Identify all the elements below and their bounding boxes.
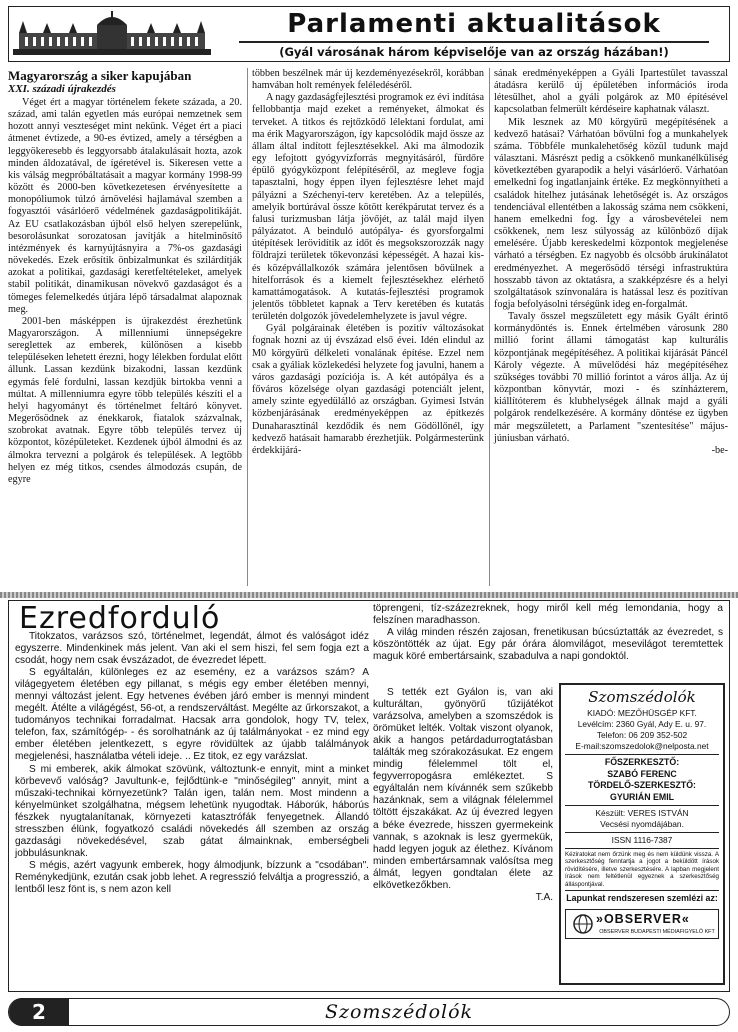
layout-editor-label: TÖRDELŐ-SZERKESZTŐ: [587, 780, 696, 790]
millennium-article [8, 600, 730, 992]
editor-name: SZABÓ FERENC [607, 768, 677, 779]
phone-number: Telefon: 06 209 352-502 [596, 730, 688, 740]
layout-editor-name: GYURIÁN EMIL [609, 791, 675, 802]
article-paragraph: töprengeni, tíz-százezreknek, hogy miről kell még lemondania, hogy a felszínen maradhasson. [373, 603, 723, 627]
section-divider [0, 592, 738, 598]
email-address: E-mail:szomszedolok@nelposta.net [575, 741, 709, 751]
newspaper-name: Szomszédolók [588, 688, 696, 706]
article-paragraph: S mi emberek, akik álmokat szövünk, változtunk-e ennyit, mint a minket körbevevő valóság? Javultunk-e, fejlődtünk-e "minőségileg" annyit, mint a műszaki-technikai környezetünk? Talán igen, talán nem. Most mindenn a kényelmünket szolgálhatna, mégsem lehetünk nyugodtak. Háborúk, háborús fészkek nyugtalanítanak, környezeti katasztrófák fenyegetnek. Állandó stresszben élünk, fogyatkozó családi növekedés áll szemben az ország gazdasági növekedésével, szab gátat álmainknak, emberségbeli jobbulásunknak. [15, 763, 369, 859]
editor-label: FŐSZERKESZTŐ: [604, 757, 680, 767]
article-column-left [15, 631, 369, 896]
article-column-right-top [373, 603, 723, 663]
article-signature: -be- [711, 444, 728, 456]
article-paragraph: S mégis, azért vagyunk emberek, hogy álmodjunk, bízzunk a "csodában". Reménykedjünk, ezután csak jobb lehet. A regresszió felváltja a progresszió, a lentből lesz fönt is, s nem azon kell [15, 859, 369, 895]
observer-subtitle: OBSERVER BUDAPESTI MÉDIAFIGYELŐ KFT [599, 928, 715, 935]
page-footer [8, 998, 730, 1026]
article-column-2 [252, 68, 484, 457]
imprint-divider [565, 805, 719, 806]
parliament-article [8, 68, 730, 588]
section-title: Parlamenti aktualitások [287, 9, 661, 39]
article-paragraph: S egyáltalán, különleges ez az esemény, ez a varázsos szám? A világegyetem életében egy pillanat, s mégis egy ember életében mennyi, mennyi változást jelent. Egy hetvenes évében járó ember is mennyi mindent megélt. Átélte a világégést, 56-ot, a rendszerváltást. Megélte az űrkorszakot, a tudományos technikai forradalmat. Hacsak arra gondolok, hogy TV, telex, telefon, fax, számítógép- - és sorolhatnánk az új találmányokat - ez mind egy ember életében jelentkezett, s egyre rövidültek az újabb találmányok megjelenési, használatba vételi ideje. .. Ez titok, ez egy varázslat. [15, 667, 369, 763]
printer-location: Vecsési nyomdájában. [600, 819, 684, 829]
masthead-banner [8, 6, 730, 62]
article-signature: T.A. [535, 891, 553, 903]
article-paragraph: A nagy gazdaságfejlesztési programok ez évi indítása fellobbantja majd ezeket a reményeket, álmokat és terveket. A titkos és rejtőzködő lélektani fordulat, ami ma érik Magyarországon, így kapcsolódik majd össze az állam által indított fejlesztésekkel. Aki ma álmodozik egy lefojtott gyógyvízforrás megnyitásáról, fürdőre épülő gyógyközpont felépítéséről, az megleve fogja tapasztalni, hogy éppen ilyen fejlesztésre lehet majd pályázni a Széchenyi-terv keretében. Az a település, amelyik bortúrával össze kötött kerékpárutat tervez és a falusi turizmusban látja jövőjét, az talál majd ilyen pályázatot. A beinduló autópálya- és gyorsforgalmi útépítések lerövidítik az időt és megsokszorozzák nagy földrajzi területek tőkevonzási képességét. A hazai kis- és középvállalkozók számára jelentősen bővülnek a hitelforrások és a kiemelt fejlesztésekhez elérhető kamattámogatások. A kutatás-fejlesztési programok jelentős többletet kapnak a Terv keretében és kutatás területén dolgozók jövedelemhelyzete is javul végre. [252, 92, 484, 323]
article-paragraph: Mik lesznek az M0 körgyűrű megépítésének a kedvező hatásai? Várhatóan bővülni fog a munkahelyek száma. Többféle munkalehetőség közül tudunk majd választani. Másrészt pedig a csökkenő munkanélküliség következtében gyarapodik a helyi vásárlóerő. Várhatóan emelkedni fog ingatlanjaink értéke. Ez megkönnyítheti a családok hitelhez jutásának lehetőségét is. Az országos tendenciával ellentétben a lakosság száma nem csökkeni, hanem emelkedni fog. Így a városbevételei nem csökkenek, nem lesz súlyosság az különböző díjak emelésére. Újabb kereskedelmi központok megjelenése várható a térségben. Ez nagyobb és olcsóbb árukínálatot eredményezhet. A megerősödő térségi infrastruktúra hosszabb távon az oktatásra, a szakképzésre és a helyi szolgáltatások színvonalára is hatással lesz és pozitívan fogja befolyásolni térségünk ideg en-forgalmát. [494, 116, 728, 310]
article-headline: Magyarország a siker kapujában [8, 68, 192, 83]
article-paragraph: Titokzatos, varázsos szó, történelmet, legendát, álmot és valóságot idéz egyszerre. Mindenkinek más jelent. Van aki el sem hiszi, fel sem fogja ezt a csodát, hogy nem csak évszázadot, de évezredet lépett. [15, 631, 369, 667]
article-column-right-narrow [373, 687, 553, 904]
article-paragraph: Tavaly ősszel megszületett egy másik Gyált érintő kormánydöntés is. Ennek értelmében városunk 280 millió forint állami támogatást kap kulturális központjának megépítéséhez. A politikai kijárását Páncél Károly végezte. A művelődési ház megépítéséhez szükséges további 70 millió forintot a város állja. Az új központban könyvtár, mozi - és színházterem, kiállítóterem és klubhelységek állnak majd a gyáli polgárok rendelkezésére. A kormány döntése ez ügyben már megszületett, a Parlament "szentesítése" május-júniusban várható. [494, 311, 728, 444]
article-paragraph: Véget ért a magyar történelem fekete százada, a 20. század, ami talán egyetlen más európai nemzetnek sem hozott annyi veszteséget mint nekünk. Véget ért a piaci átmenet évtizede, a 90-es évtized, amely a térségben a leggyökeresebb és leggyorsabb átalakulásait hozta, azok minden áldozatával, de ígéretével is. Sikeresen vette a kis válság megpróbáltatásait a magyar kormány 1998-99 között és 2000-ben következetesen érvényesítette a monopóliumok túlzó árnövelési hajlamával szemben a fogyasztói vásárlóerő védelmének gazdaságpolitikáját. Az EU csatlakozásban újból első helyen szerepelünk, besorolásunkat sorozatosan javítják a hitelminősítő intézmények és karnyújtásnyira a 7%-os gazdasági növekedés. Ezek erősítik önbizalmunkat és szilárdítják azokat a politikai, gazdasági keretfeltételeket, amelyek stabil politikát, dinamikusan növekvő gazdaságot és a tömeges felemelkedés útjára lépő társadalmat alapoznak meg. [8, 97, 242, 315]
article-paragraph: S tették ezt Gyálon is, van aki kulturáltan, gyönyörű tűzijátékot varázsolva, amelyben a szomszédok is örömüket lelték. Voltak viszont olyanok, akik a hangos petárdadurrogtatásban találták meg szórakozásukat. Ez engem mindig félelemmel tölt el, fegyverropogásra emlékeztet. S egyáltalán nem kívánnék sem szűkebb hazánknak, sem a világnak félelemmel töltött éjszakákat. Az új évezred legyen a béke évezrede, hisszen gyermekeink vannak, s azoknak is lesz gyermekük, hadd legyen joguk az élethez. Kívánom minden embertársamnak valósítsa meg álmát, legyen gondtalan élete az elkövetkezőkben. [373, 687, 553, 891]
publisher: KIADÓ: MEZŐHÜSGÉP KFT. [587, 708, 697, 718]
postal-address: Levélcím: 2360 Gyál, Ady E. u. 97. [577, 719, 707, 729]
article-column-1 [8, 68, 242, 486]
section-subtitle: (Gyál városának három képviselője van az ország házában!) [279, 45, 669, 59]
article-column-3 [494, 68, 728, 457]
article-paragraph: sának eredményeképpen a Gyáli Ipartestület tavasszal átadásra kerülő új épületében információs iroda létesülhet, ahol a gyáli polgárok az M0 építésével kapcsolatban felmerült kérdéseire kaphatnak választ. [494, 68, 728, 116]
title-underline [239, 41, 709, 43]
media-monitor-note: Lapunkat rendszeresen szemlézi az: [566, 893, 718, 904]
article-paragraph: A világ minden részén zajosan, frenetikusan búcsúztatták az évezredet, s köszöntötték az újat. Egy pár órára álomvilágot, mesevilágot teremtettek maguk köré embertársaink, szabadulva a napi gondoktól. [373, 627, 723, 663]
observer-logo-box [565, 909, 719, 939]
editorial-disclaimer: Kéziratokat nem őrzünk meg és nem küldünk vissza. A szerkesztőség fenntartja a jogot a beküldött írások rövidítésére, illetve szerkesztésére. A lapban megjelent írások nem feltétlenül egyeznek a szerkesztőség álláspontjával. [565, 851, 719, 888]
issn-number: ISSN 1116-7387 [611, 835, 673, 845]
article-subheadline: XXI. századi újrakezdés [8, 83, 116, 95]
imprint-divider [565, 848, 719, 849]
printer-line: Készült: VERES ISTVÁN [595, 808, 689, 818]
article-paragraph: 2001-ben másképpen is újrakezdést érezhetünk Magyarországon. A millenniumi ünnepségekre sereglettek az emberek, különösen a kisebb településeken lehetett érezni, hogy lélekben fordulat előtt állunk. Lassan kezdünk bizakodni, lassan kezdünk egymás felé fordulni, lassan kezdjük birtokba venni a múltat. A millenniumra egyre több település készíti el a helyi hagyományt és történelmet feltáró könyvet. Megerősödnek az énekkarok, fiatalok százvalnak, szobrokat avatnak. Egyre több település tervez új központot, középületeket. Kezdenek újból álmodni és az álmokra tervezni a polgárok és települések. A legtöbb helyen ez még titkos, csendes álmodozás csupán, de egyre [8, 315, 242, 485]
column-divider [489, 68, 490, 586]
column-divider [247, 68, 248, 586]
imprint-box [559, 683, 725, 985]
article-title: Ezredforduló [19, 601, 221, 636]
imprint-divider [565, 754, 719, 755]
imprint-divider [565, 890, 719, 891]
observer-name: »OBSERVER« [596, 911, 690, 926]
article-paragraph: többen beszélnek már új kezdeményezésekről, korábban hamvában holt remények feléledéséről. [252, 68, 484, 92]
footer-newspaper-name: Szomszédolók [324, 1001, 474, 1023]
page-number: 2 [9, 998, 69, 1026]
parliament-building-icon [13, 11, 211, 57]
imprint-divider [565, 832, 719, 833]
article-paragraph: Gyál polgárainak életében is pozitív változásokat fognak hozni az új évszázad első évei. Idén elindul az M0 körgyűrű délkeleti vonalának építése. Ezzel nem csak a gyáliak közlekedési helyzete fog javulni, hanem a város gazdasági pozíciója is. A két autópálya és a főváros közelsége olyan gazdasági potenciált jelent, amely szinte egyedülálló az országban. Gyimesi István közbenjárásának eredményeképpen az építkezés Dunaharasztinál kezdődik és nem Gödöllőnél, így kedvező hatásait hamarabb érezhetjük. Polgármesterünk érdekkijárá- [252, 323, 484, 456]
